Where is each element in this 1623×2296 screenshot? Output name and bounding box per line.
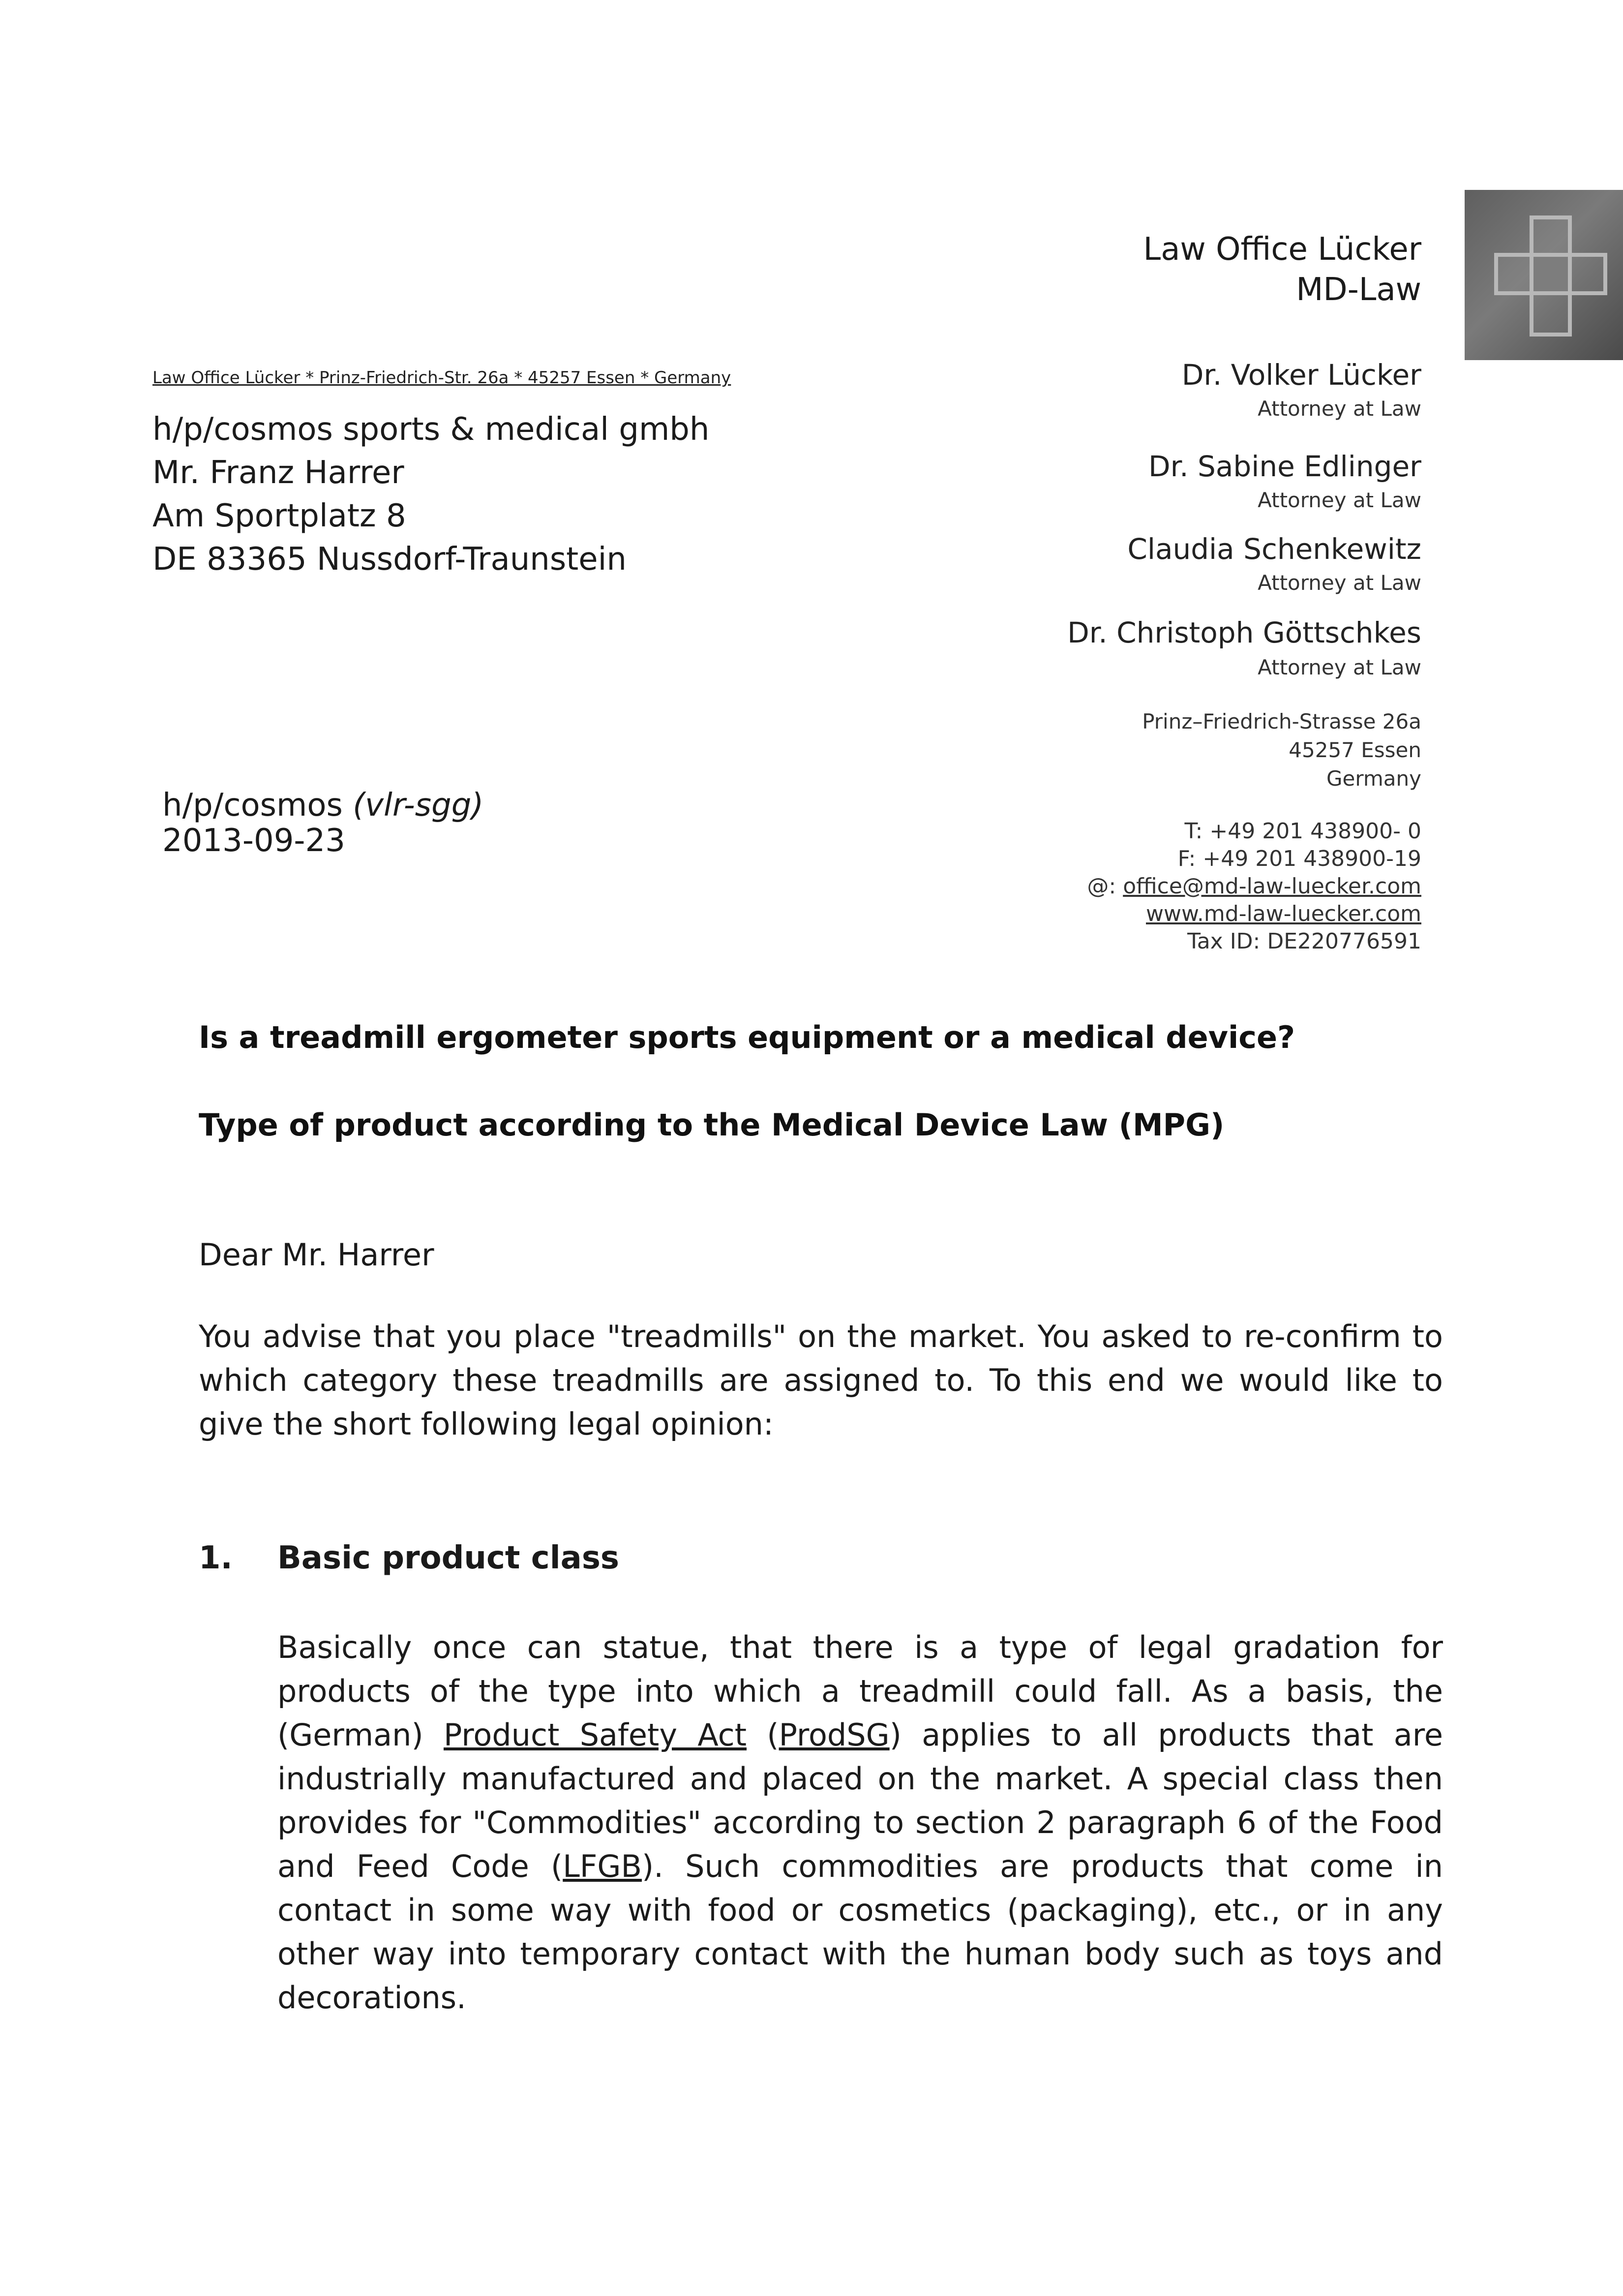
firm-tax-id: Tax ID: DE220776591 <box>1187 929 1421 954</box>
paragraph-text: Basically once can statue, that there is a type of legal gradation for products of the type into which a treadmill could fall. As a basis, the (German) <box>277 1629 1443 1753</box>
subject-line-2: Type of product according to the Medical Device Law (MPG) <box>199 1107 1225 1143</box>
recipient-person: Mr. Franz Harrer <box>152 455 404 491</box>
section-title: Basic product class <box>277 1540 619 1576</box>
firm-street: Prinz–Friedrich-Strasse 26a <box>1142 709 1421 734</box>
intro-paragraph: You advise that you place "treadmills" on the market. You asked to re-confirm to which category these treadmills are assigned to. To this end we would like to give the short following legal opinion: <box>199 1318 1443 1442</box>
firm-email-link[interactable]: office@md-law-luecker.com <box>1123 874 1421 899</box>
subject-line-1: Is a treadmill ergometer sports equipment or a medical device? <box>199 1019 1295 1055</box>
attorney-name: Dr. Christoph Göttschkes <box>1067 616 1421 649</box>
attorney-title: Attorney at Law <box>1258 397 1421 421</box>
recipient-city: DE 83365 Nussdorf-Traunstein <box>152 541 627 578</box>
logo-cross-center <box>1530 253 1572 295</box>
salutation: Dear Mr. Harrer <box>199 1237 434 1273</box>
firm-fax: F: +49 201 438900-19 <box>1177 846 1421 871</box>
paragraph-text: ). Such commodities are products that come in contact in some way with food or cosmetics (packaging), etc., or in any other way into temporary contact with the human body such as toys and decorations. <box>277 1848 1443 2016</box>
section-1-paragraph <box>277 1625 1443 2020</box>
letter-date: 2013-09-23 <box>162 823 345 859</box>
recipient-street: Am Sportplatz 8 <box>152 498 406 534</box>
paragraph-text: ( <box>747 1717 779 1753</box>
recipient-company: h/p/cosmos sports & medical gmbh <box>152 411 710 448</box>
firm-country: Germany <box>1326 766 1421 791</box>
firm-name: Law Office Lücker <box>1143 231 1421 268</box>
firm-email-row <box>1087 874 1421 899</box>
reference-line <box>162 787 483 824</box>
sender-return-address: Law Office Lücker * Prinz-Friedrich-Str. 26a * 45257 Essen * Germany <box>152 368 731 388</box>
firm-phone: T: +49 201 438900- 0 <box>1184 819 1421 844</box>
email-prefix: @: <box>1087 874 1123 899</box>
attorney-title: Attorney at Law <box>1258 488 1421 512</box>
paragraph-text: ) applies to all products that are industrially manufactured and placed on the market. A special class then provides for "Commodities" according to section 2 paragraph 6 of the Food and Feed Code ( <box>277 1717 1443 1884</box>
prodsg-link[interactable]: ProdSG <box>779 1717 890 1753</box>
attorney-name: Dr. Sabine Edlinger <box>1148 450 1421 483</box>
firm-website-link[interactable]: www.md-law-luecker.com <box>1146 901 1421 926</box>
lfgb-link[interactable]: LFGB <box>563 1848 642 1884</box>
reference-initials: (vlr-sgg) <box>353 787 484 824</box>
attorney-title: Attorney at Law <box>1258 571 1421 595</box>
attorney-name: Claudia Schenkewitz <box>1127 532 1421 566</box>
attorney-title: Attorney at Law <box>1258 655 1421 679</box>
section-number: 1. <box>199 1540 233 1576</box>
reference-client: h/p/cosmos <box>162 787 353 824</box>
firm-city: 45257 Essen <box>1289 738 1421 762</box>
firm-logo <box>1465 190 1623 360</box>
product-safety-act-link[interactable]: Product Safety Act <box>443 1717 747 1753</box>
attorney-name: Dr. Volker Lücker <box>1181 358 1421 392</box>
firm-subtitle: MD-Law <box>1296 272 1421 308</box>
